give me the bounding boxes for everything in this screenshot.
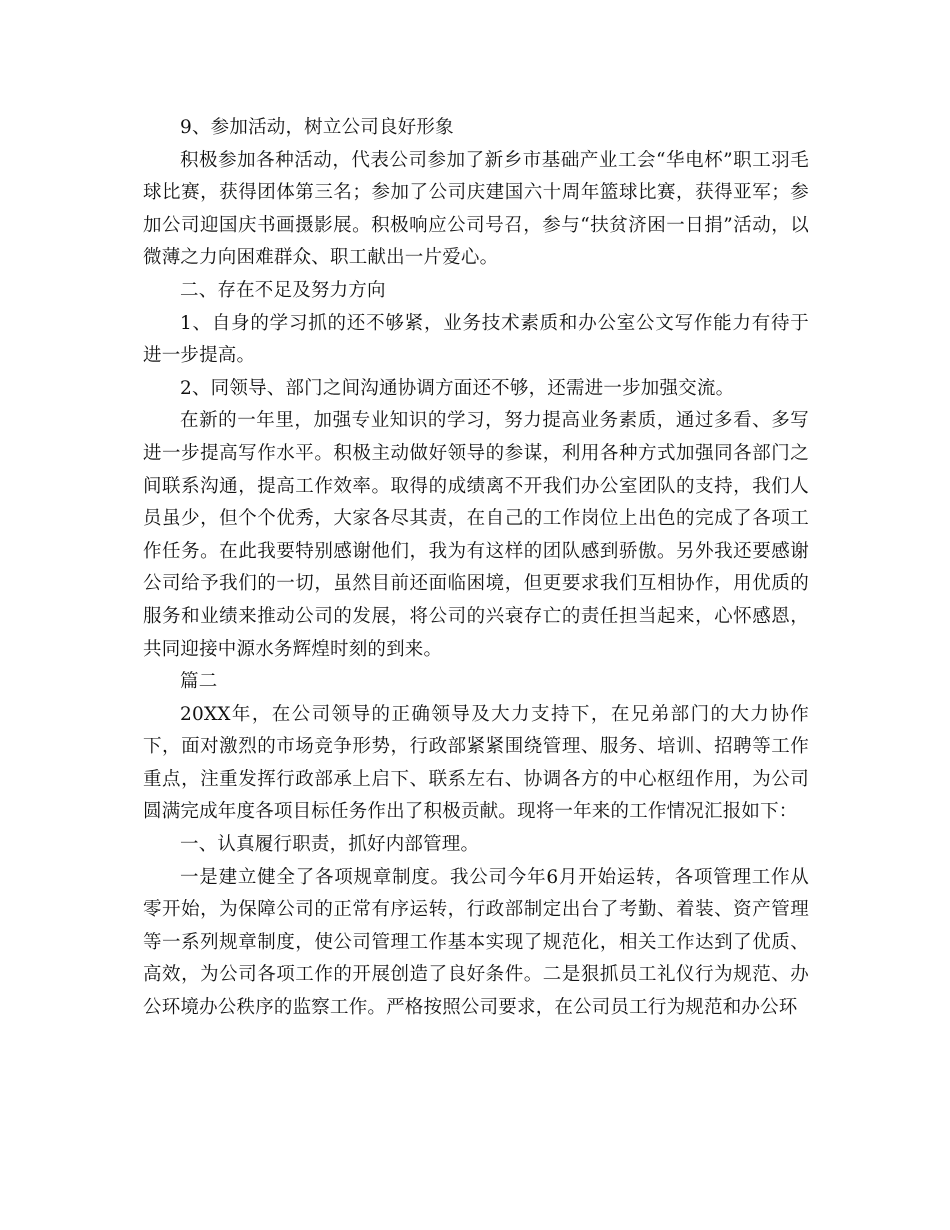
part-heading: 篇二 bbox=[180, 671, 218, 693]
section-heading: 9、参加活动，树立公司良好形象 bbox=[180, 117, 454, 138]
body-paragraph: 2、同领导、部门之间沟通协调方面还不够，还需进一步加强交流。 bbox=[180, 377, 735, 399]
section-heading: 二、存在不足及努力方向 bbox=[180, 279, 386, 301]
document-body bbox=[143, 112, 809, 1025]
body-paragraph: 20XX年，在公司领导的正确领导及大力支持下，在兄弟部门的大力协作下，面对激烈的市场竞争形势，行政部紧紧围绕管理、服务、培训、招聘等工作重点，注重发挥行政部承上启下、联系左右、协调各方的中心枢纽作用，为公司圆满完成年度各项目标任务作出了积极贡献。现将一年来的工作情况汇报如下： bbox=[143, 703, 809, 823]
body-paragraph: 一是建立健全了各项规章制度。我公司今年6月开始运转，各项管理工作从零开始，为保障公司的正常有序运转，行政部制定出台了考勤、着装、资产管理等一系列规章制度，使公司管理工作基本实现了规范化，相关工作达到了优质、高效，为公司各项工作的开展创造了良好条件。二是狠抓员工礼仪行为规范、办公环境办公秩序的监察工作。严格按照公司要求，在公司员工行为规范和办公环 bbox=[143, 866, 809, 1019]
body-paragraph: 1、自身的学习抓的还不够紧，业务技术素质和办公室公文写作能力有待于进一步提高。 bbox=[143, 312, 809, 367]
body-paragraph: 在新的一年里，加强专业知识的学习，努力提高业务素质，通过多看、多写进一步提高写作水平。积极主动做好领导的参谋，利用各种方式加强同各部门之间联系沟通，提高工作效率。取得的成绩离不开我们办公室团队的支持，我们人员虽少，但个个优秀，大家各尽其责，在自己的工作岗位上出色的完成了各项工作任务。在此我要特别感谢他们，我为有这样的团队感到骄傲。另外我还要感谢公司给予我们的一切，虽然目前还面临困境，但更要求我们互相协作，用优质的服务和业绩来推动公司的发展，将公司的兴衰存亡的责任担当起来，心怀感恩，共同迎接中源水务辉煌时刻的到来。 bbox=[143, 410, 809, 660]
body-paragraph: 积极参加各种活动，代表公司参加了新乡市基础产业工会“华电杯”职工羽毛球比赛，获得团体第三名；参加了公司庆建国六十周年篮球比赛，获得亚军；参加公司迎国庆书画摄影展。积极响应公司号召，参与“扶贫济困一日捐”活动，以微薄之力向困难群众、职工献出一片爱心。 bbox=[143, 149, 809, 269]
section-heading: 一、认真履行职责，抓好内部管理。 bbox=[180, 834, 480, 856]
